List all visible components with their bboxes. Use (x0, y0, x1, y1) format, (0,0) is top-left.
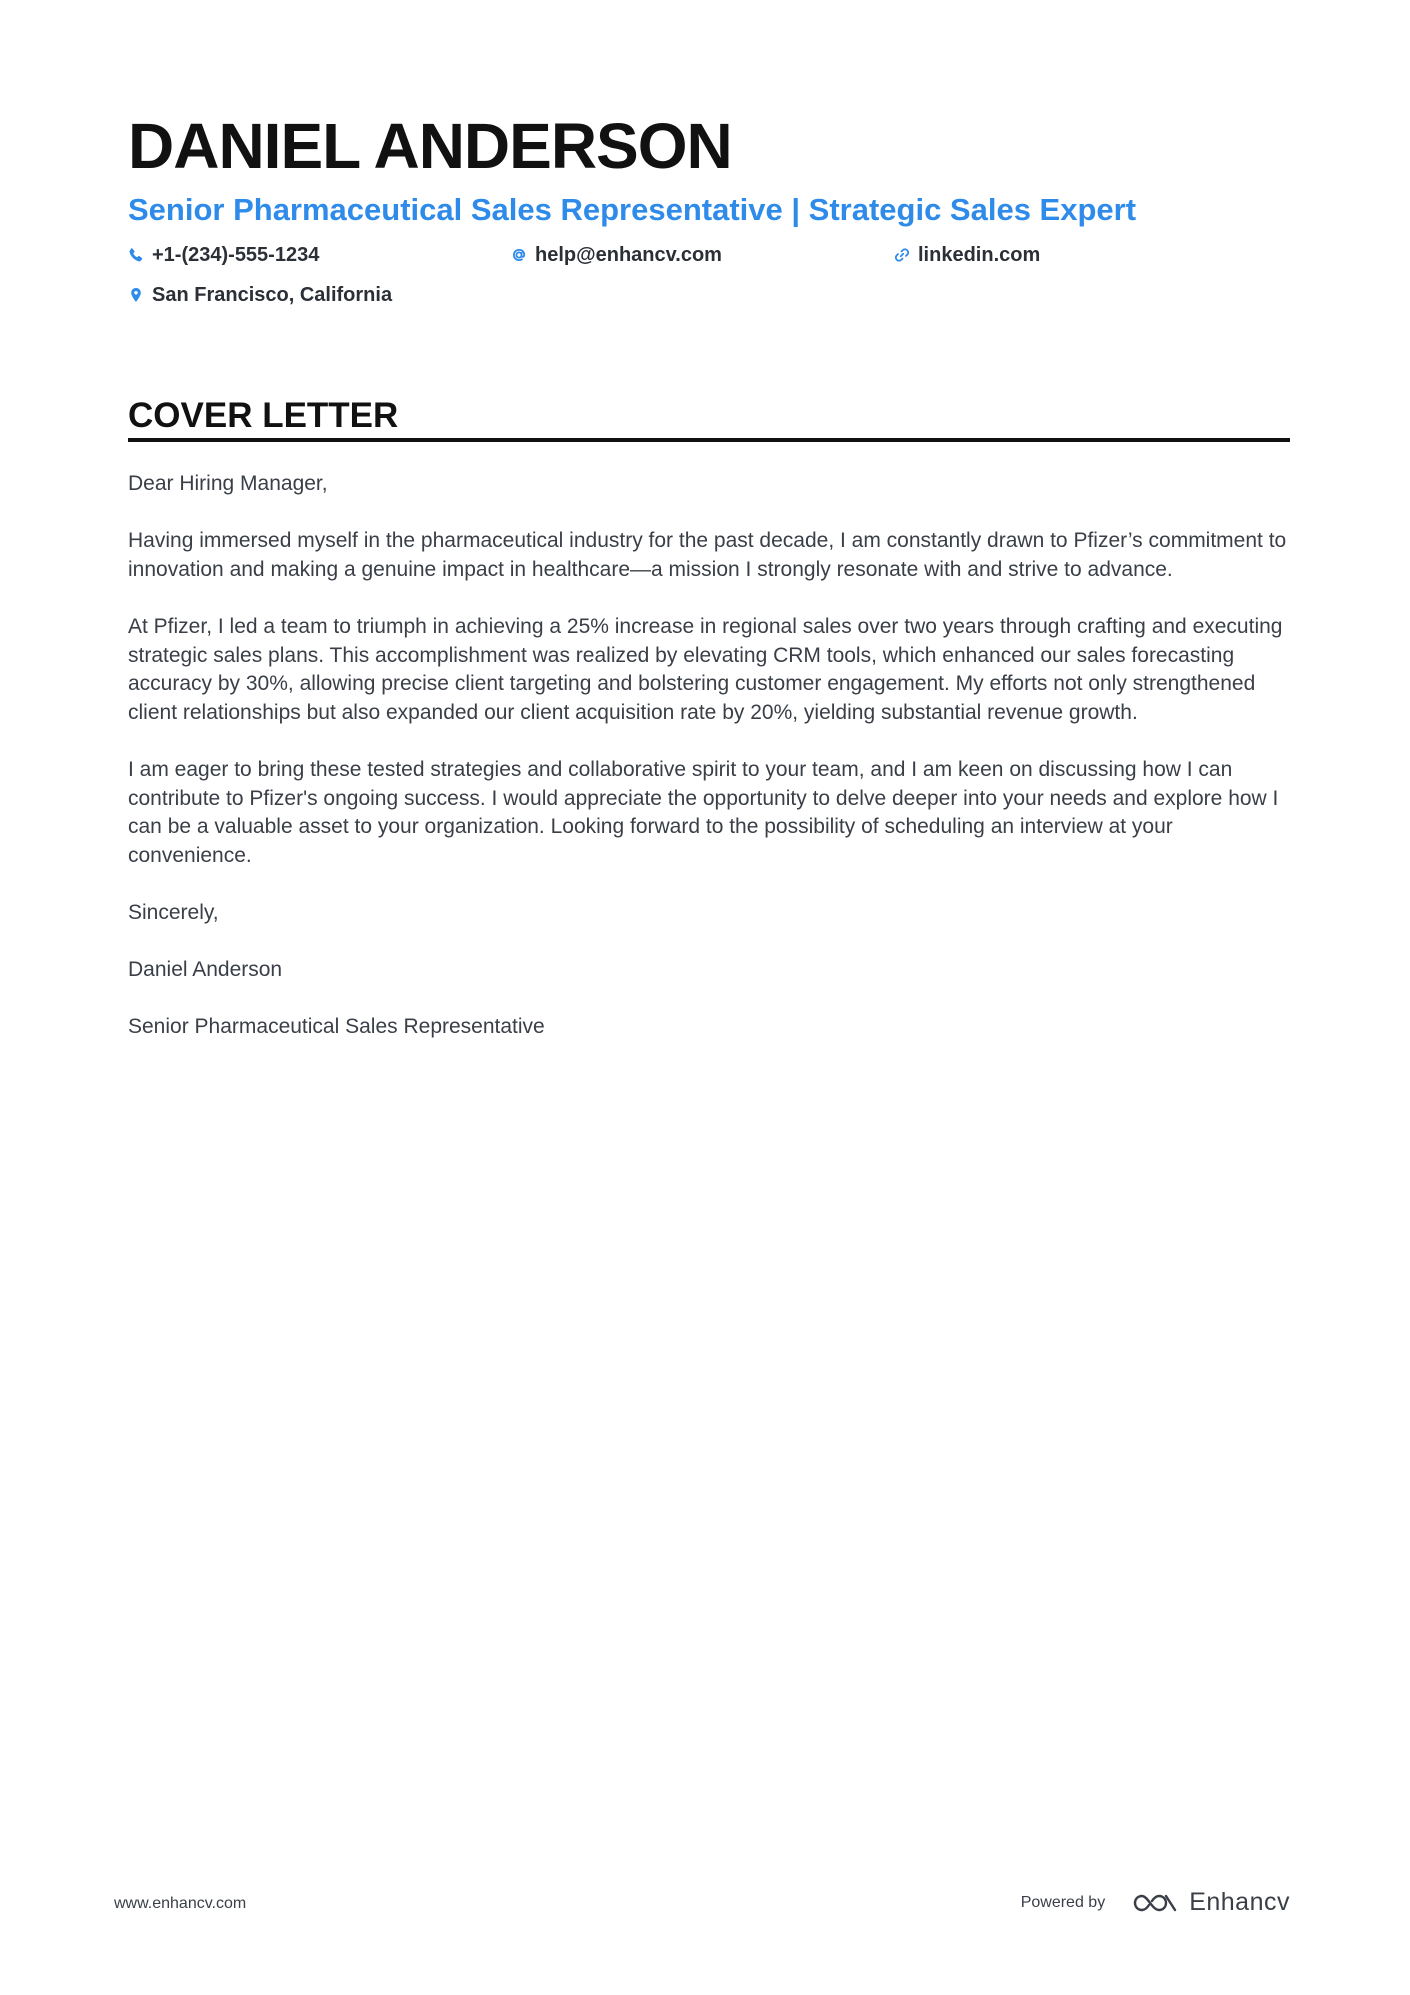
link-text: linkedin.com (918, 244, 1041, 266)
phone-text: +1-(234)-555-1234 (152, 244, 320, 266)
contact-email (511, 242, 722, 268)
candidate-title: Senior Pharmaceutical Sales Representative | Strategic Sales Expert (128, 192, 1137, 227)
email-text: help@enhancv.com (535, 244, 722, 266)
powered-by-label: Powered by (1020, 1893, 1106, 1911)
footer-branding (1021, 1888, 1290, 1917)
phone-icon (128, 247, 144, 263)
section-divider (128, 438, 1290, 442)
letter-paragraph: Having immersed myself in the pharmaceutical industry for the past decade, I am constantly drawn to Pfizer’s commitment to innovation and making a genuine impact in healthcare—a mission I strongly resonate with and strive to advance. (128, 529, 1287, 581)
map-pin-icon (128, 287, 144, 303)
letter-paragraph: At Pfizer, I led a team to triumph in achieving a 25% increase in regional sales over two years through crafting and executing strategic sales plans. This accomplishment was realized by elevating CRM tools, which enhanced our sales forecasting accuracy by 30%, allowing precise client targeting and bolstering customer engagement. My efforts not only strengthened client relationships but also expanded our client acquisition rate by 20%, yielding substantial revenue growth. (128, 614, 1283, 724)
contact-location (128, 282, 392, 308)
location-text: San Francisco, California (152, 284, 393, 306)
contact-link (894, 242, 1040, 268)
enhancv-logo-icon (1131, 1890, 1179, 1916)
footer-website[interactable]: www.enhancv.com (114, 1895, 247, 1912)
contact-phone (128, 242, 319, 268)
letter-body (128, 470, 1290, 1070)
section-title: COVER LETTER (128, 396, 399, 435)
signature-name: Daniel Anderson (128, 958, 283, 982)
candidate-name: DANIEL ANDERSON (128, 110, 732, 182)
letter-paragraph: I am eager to bring these tested strategies and collaborative spirit to your team, and I am keen on discussing how I can contribute to Pfizer's ongoing success. I would appreciate the opportunity to delve deeper into your needs and explore how I can be a valuable asset to your organization. Looking forward to the possibility of scheduling an interview at your convenience. (128, 757, 1279, 867)
letter-greeting: Dear Hiring Manager, (128, 472, 328, 495)
letter-closing: Sincerely, (128, 900, 219, 924)
link-icon (894, 247, 910, 263)
signature-title: Senior Pharmaceutical Sales Representative (128, 1015, 545, 1039)
at-icon (511, 247, 527, 263)
brand-name: Enhancv (1189, 1888, 1290, 1916)
